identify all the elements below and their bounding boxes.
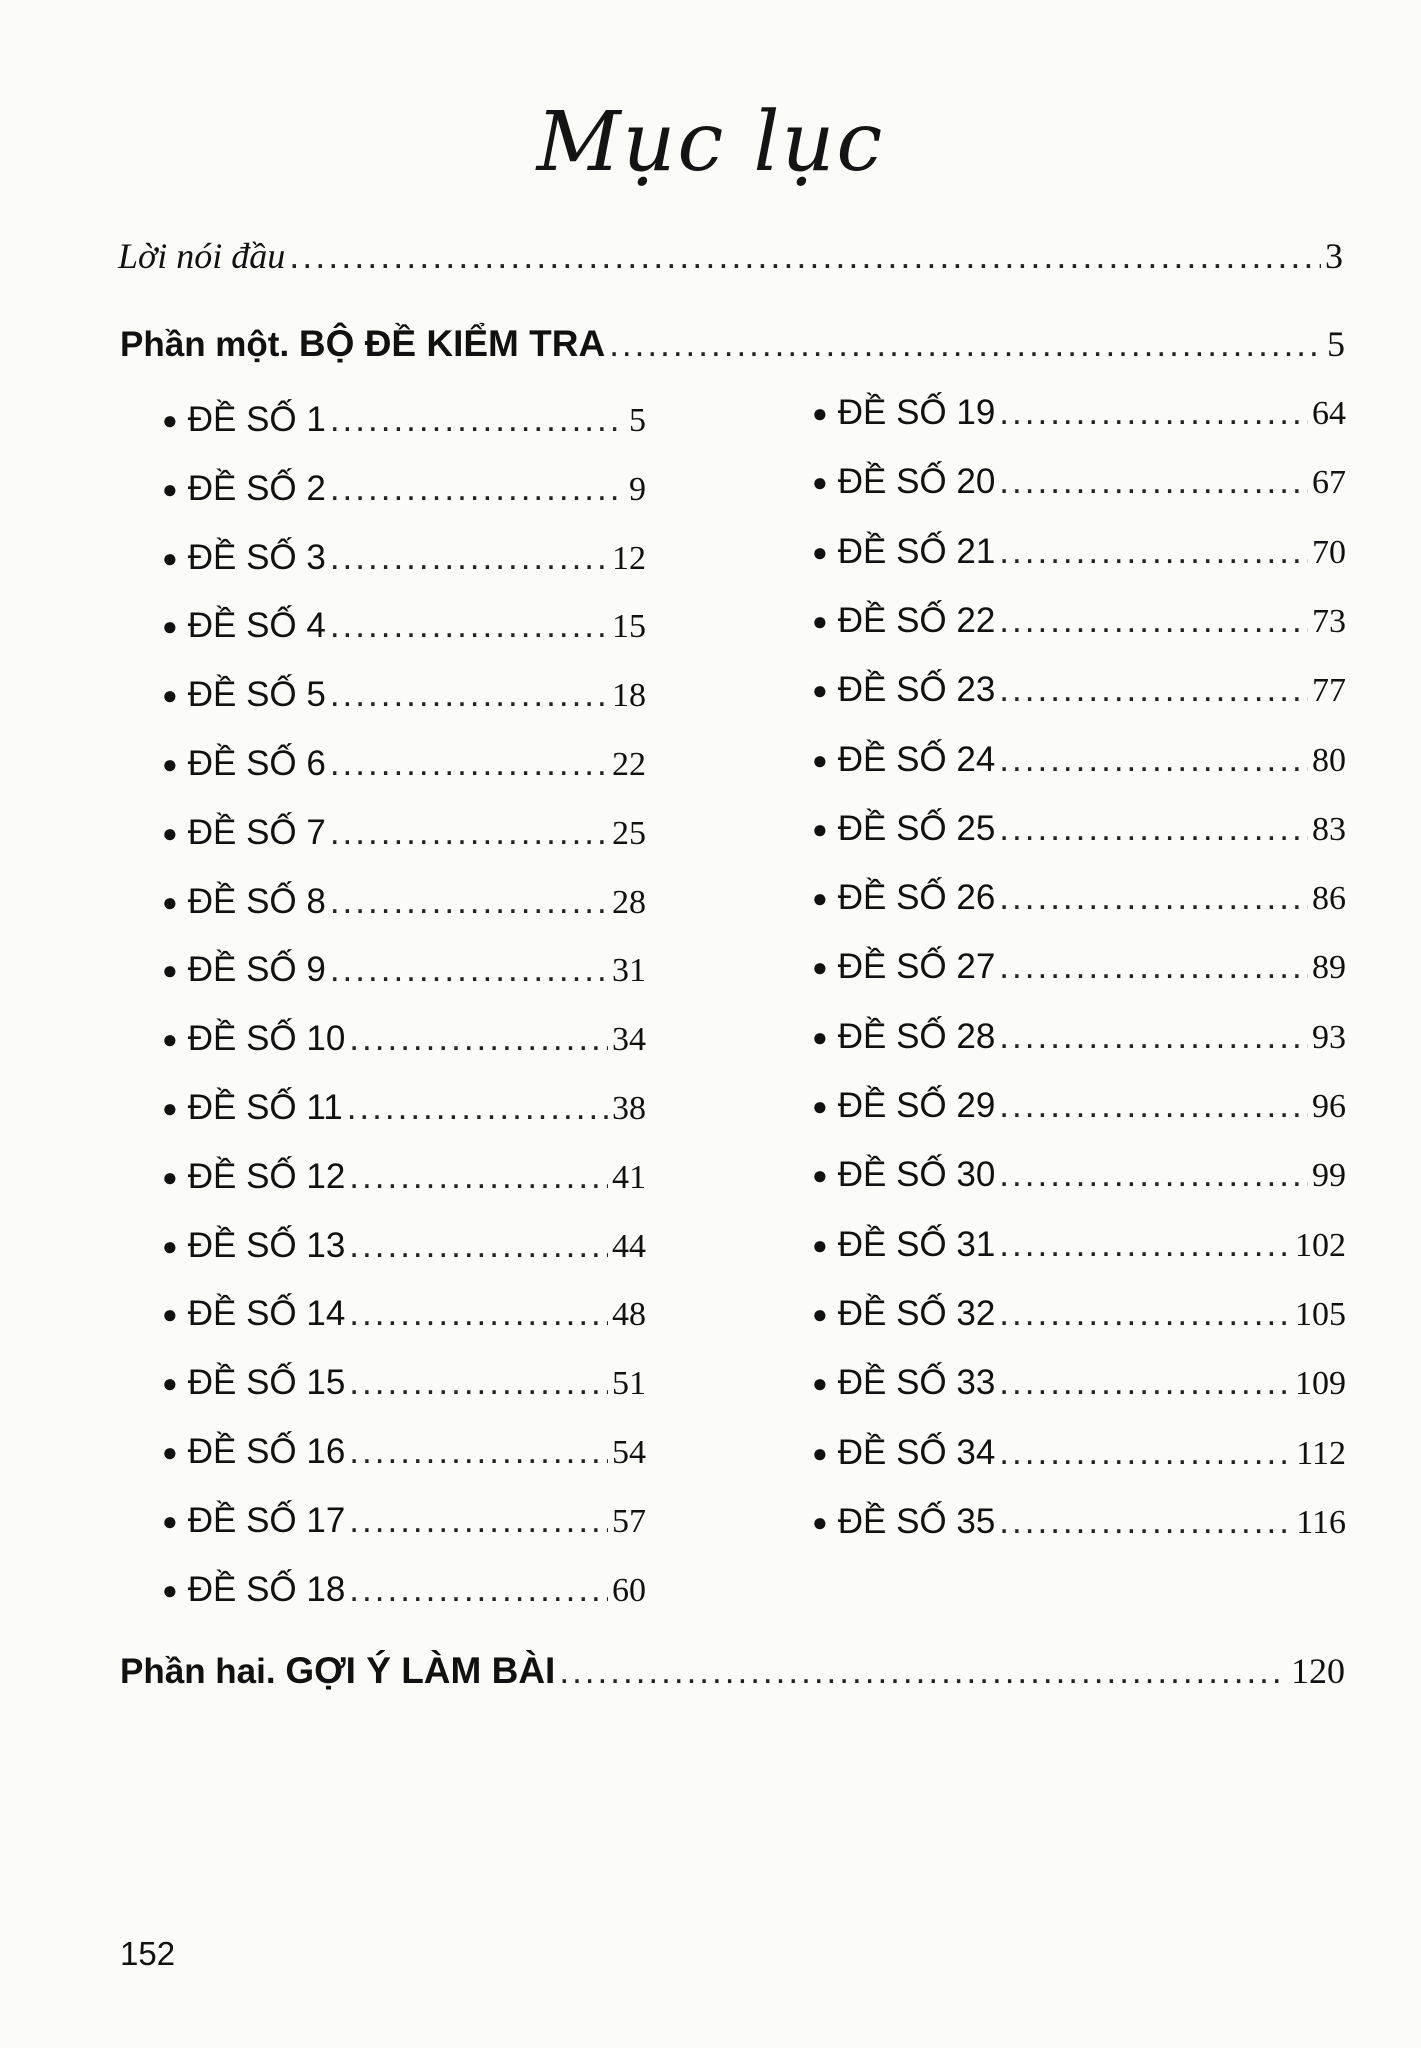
bullet-icon: ● <box>812 1298 828 1329</box>
entry-page: 89 <box>1312 949 1346 987</box>
leader-dots <box>999 1155 1308 1195</box>
bullet-icon: ● <box>162 1505 178 1536</box>
toc-entry-row <box>162 950 646 990</box>
leader-dots <box>330 813 608 853</box>
entry-page: 38 <box>612 1090 646 1127</box>
toc-entry-row <box>162 538 646 578</box>
entry-label: ĐỀ SỐ 2 <box>187 468 326 508</box>
entry-page: 102 <box>1295 1226 1346 1264</box>
part-one-page: 5 <box>1327 324 1345 364</box>
bullet-icon: ● <box>162 1161 178 1192</box>
entry-label: ĐỀ SỐ 35 <box>837 1501 996 1541</box>
bullet-icon: ● <box>162 1437 178 1467</box>
entry-page: 105 <box>1295 1295 1346 1333</box>
bullet-icon: ● <box>812 883 828 914</box>
entry-label: ĐỀ SỐ 28 <box>837 1016 996 1056</box>
toc-entry-row <box>812 1294 1346 1334</box>
bullet-icon: ● <box>812 1506 828 1537</box>
entry-page: 41 <box>612 1158 646 1196</box>
leader-dots <box>999 1363 1291 1403</box>
toc-entry-row <box>812 1502 1346 1542</box>
toc-entry-row <box>812 1363 1346 1403</box>
entry-page: 22 <box>612 746 646 783</box>
entry-label: ĐỀ SỐ 20 <box>837 462 996 502</box>
entry-page: 60 <box>612 1571 646 1609</box>
leader-dots <box>609 325 1323 365</box>
toc-entry-row <box>162 882 646 922</box>
toc-entry-row <box>812 670 1346 710</box>
toc-entry-row <box>162 1432 646 1472</box>
leader-dots <box>330 538 608 578</box>
bullet-icon: ● <box>812 1368 828 1399</box>
toc-entry-row <box>162 744 646 784</box>
entry-page: 15 <box>612 608 646 646</box>
leader-dots <box>999 1225 1291 1265</box>
bullet-icon: ● <box>162 1024 178 1055</box>
part-two-heading: GỢI Ý LÀM BÀI <box>285 1650 556 1691</box>
leader-dots <box>289 235 1321 277</box>
toc-entry-row <box>162 675 646 715</box>
part-two-page: 120 <box>1291 1651 1345 1691</box>
entry-label: ĐỀ SỐ 8 <box>187 881 326 921</box>
entry-page: 109 <box>1295 1365 1346 1403</box>
bullet-icon: ● <box>162 405 178 435</box>
part-one-heading: BỘ ĐỀ KIỂM TRA <box>298 323 606 364</box>
entry-page: 44 <box>612 1227 646 1265</box>
entry-label: ĐỀ SỐ 15 <box>187 1363 346 1403</box>
leader-dots <box>330 675 608 715</box>
entry-label: ĐỀ SỐ 4 <box>187 606 326 646</box>
toc-entry-row <box>812 1086 1346 1126</box>
toc-entry-row <box>812 809 1346 849</box>
bullet-icon: ● <box>812 1091 828 1121</box>
entry-page: 54 <box>612 1434 646 1471</box>
leader-dots <box>999 601 1308 641</box>
entry-page: 12 <box>612 539 646 577</box>
toc-entry-row <box>162 400 646 440</box>
leader-dots <box>347 1088 608 1128</box>
toc-entry-row <box>812 740 1346 780</box>
bullet-icon: ● <box>812 536 828 567</box>
leader-dots <box>999 393 1308 433</box>
entry-label: ĐỀ SỐ 18 <box>187 1569 346 1609</box>
toc-entry-row <box>162 1570 646 1610</box>
toc-entry-row <box>812 1017 1346 1057</box>
bullet-icon: ● <box>812 675 828 706</box>
toc-part-one-row <box>120 323 1345 365</box>
leader-dots <box>999 1502 1292 1542</box>
entry-label: ĐỀ SỐ 24 <box>837 739 996 779</box>
preface-page: 3 <box>1325 236 1343 276</box>
bullet-icon: ● <box>162 611 178 642</box>
entry-label: ĐỀ SỐ 30 <box>837 1155 996 1195</box>
leader-dots <box>330 950 608 990</box>
bullet-icon: ● <box>812 952 828 983</box>
toc-entry-row <box>162 1226 646 1266</box>
bullet-icon: ● <box>162 1299 178 1330</box>
leader-dots <box>349 1019 608 1059</box>
entry-label: ĐỀ SỐ 29 <box>837 1086 996 1125</box>
leader-dots <box>999 532 1308 572</box>
entry-page: 5 <box>629 402 646 439</box>
toc-entry-row <box>812 947 1346 987</box>
leader-dots <box>330 469 625 509</box>
bullet-icon: ● <box>162 542 178 573</box>
entry-label: ĐỀ SỐ 5 <box>187 675 326 715</box>
entry-label: ĐỀ SỐ 25 <box>837 808 996 848</box>
toc-entry-row <box>162 1501 646 1541</box>
bullet-icon: ● <box>162 749 178 779</box>
leader-dots <box>559 1652 1287 1692</box>
toc-entry-row <box>162 1019 646 1059</box>
toc-entry-row <box>162 1088 646 1128</box>
entry-page: 96 <box>1312 1088 1346 1125</box>
entry-page: 51 <box>612 1365 646 1403</box>
leader-dots <box>999 947 1308 987</box>
entry-page: 83 <box>1312 810 1346 848</box>
entry-page: 93 <box>1312 1018 1346 1056</box>
leader-dots <box>349 1157 608 1197</box>
entry-label: ĐỀ SỐ 1 <box>187 400 326 439</box>
toc-entry-row <box>162 1363 646 1403</box>
bullet-icon: ● <box>812 744 828 775</box>
toc-entry-row <box>812 878 1346 918</box>
bullet-icon: ● <box>812 1437 828 1468</box>
bullet-icon: ● <box>162 886 178 917</box>
entry-page: 67 <box>1312 464 1346 502</box>
leader-dots <box>349 1432 608 1472</box>
toc-entry-row <box>812 532 1346 572</box>
entry-label: ĐỀ SỐ 21 <box>837 531 996 571</box>
leader-dots <box>349 1226 608 1266</box>
entry-page: 31 <box>612 952 646 990</box>
entry-label: ĐỀ SỐ 22 <box>837 600 996 640</box>
toc-entry-row <box>812 462 1346 502</box>
bullet-icon: ● <box>162 817 178 848</box>
leader-dots <box>999 809 1308 849</box>
entry-page: 99 <box>1312 1157 1346 1195</box>
toc-entry-row <box>162 813 646 853</box>
toc-entry-row <box>162 606 646 646</box>
leader-dots <box>330 882 608 922</box>
leader-dots <box>999 1294 1291 1334</box>
leader-dots <box>999 1017 1308 1057</box>
toc-preface-row <box>118 235 1343 277</box>
toc-entry-row <box>812 1433 1346 1473</box>
toc-entry-row <box>812 393 1346 433</box>
entry-page: 86 <box>1312 880 1346 918</box>
leader-dots <box>349 1294 608 1334</box>
entry-label: ĐỀ SỐ 27 <box>837 947 996 987</box>
bullet-icon: ● <box>812 467 828 498</box>
entry-page: 9 <box>629 470 646 508</box>
entry-page: 70 <box>1312 533 1346 571</box>
toc-entry-row <box>812 601 1346 641</box>
entry-page: 116 <box>1296 1503 1346 1541</box>
entry-label: ĐỀ SỐ 13 <box>187 1225 346 1265</box>
bullet-icon: ● <box>162 1574 178 1605</box>
leader-dots <box>349 1363 608 1403</box>
leader-dots <box>999 878 1308 918</box>
leader-dots <box>999 462 1308 502</box>
bullet-icon: ● <box>812 605 828 636</box>
toc-part-two-row <box>120 1650 1345 1692</box>
bullet-icon: ● <box>162 1230 178 1261</box>
bullet-icon: ● <box>812 1021 828 1052</box>
entry-label: ĐỀ SỐ 32 <box>837 1293 996 1333</box>
bullet-icon: ● <box>162 1093 178 1123</box>
toc-entry-row <box>162 1294 646 1334</box>
bullet-icon: ● <box>812 1160 828 1191</box>
entry-label: ĐỀ SỐ 31 <box>837 1224 996 1264</box>
part-two-prefix: Phần hai. <box>120 1652 276 1691</box>
entry-page: 112 <box>1296 1434 1346 1472</box>
entry-label: ĐỀ SỐ 26 <box>837 878 996 918</box>
leader-dots <box>999 1433 1292 1473</box>
part-one-prefix: Phần một. <box>120 325 290 364</box>
entry-page: 18 <box>612 677 646 715</box>
toc-entry-row <box>162 469 646 509</box>
bullet-icon: ● <box>812 398 828 428</box>
entry-label: ĐỀ SỐ 17 <box>187 1500 346 1540</box>
entry-page: 25 <box>612 814 646 852</box>
leader-dots <box>999 670 1308 710</box>
page-number: 152 <box>120 1935 176 1972</box>
preface-label: Lời nói đầu <box>118 236 286 276</box>
entry-page: 28 <box>612 883 646 921</box>
bullet-icon: ● <box>162 680 178 711</box>
entry-label: ĐỀ SỐ 16 <box>187 1432 346 1471</box>
leader-dots <box>349 1501 608 1541</box>
bullet-icon: ● <box>812 1229 828 1260</box>
leader-dots <box>330 400 625 440</box>
entry-page: 57 <box>612 1502 646 1540</box>
leader-dots <box>999 1086 1308 1126</box>
entry-label: ĐỀ SỐ 6 <box>187 744 326 783</box>
entry-page: 77 <box>1312 672 1346 710</box>
entry-label: ĐỀ SỐ 12 <box>187 1156 346 1196</box>
entry-label: ĐỀ SỐ 14 <box>187 1294 346 1334</box>
leader-dots <box>999 740 1308 780</box>
entry-label: ĐỀ SỐ 34 <box>837 1432 996 1472</box>
leader-dots <box>330 744 608 784</box>
entry-page: 48 <box>612 1296 646 1334</box>
bullet-icon: ● <box>162 473 178 504</box>
entry-label: ĐỀ SỐ 9 <box>187 950 326 990</box>
leader-dots <box>330 606 608 646</box>
leader-dots <box>349 1570 608 1610</box>
entry-label: ĐỀ SỐ 19 <box>837 393 996 432</box>
page-title: Mục lục <box>536 95 885 190</box>
entry-label: ĐỀ SỐ 7 <box>187 812 326 852</box>
entry-page: 64 <box>1312 395 1346 432</box>
entry-label: ĐỀ SỐ 3 <box>187 537 326 577</box>
bullet-icon: ● <box>162 955 178 986</box>
toc-entry-row <box>812 1225 1346 1265</box>
entry-page: 34 <box>612 1021 646 1059</box>
entry-label: ĐỀ SỐ 33 <box>837 1363 996 1403</box>
entry-page: 73 <box>1312 602 1346 640</box>
toc-entry-row <box>812 1155 1346 1195</box>
bullet-icon: ● <box>162 1368 178 1399</box>
entry-label: ĐỀ SỐ 11 <box>187 1088 343 1127</box>
entry-page: 80 <box>1312 741 1346 779</box>
toc-entry-row <box>162 1157 646 1197</box>
bullet-icon: ● <box>812 813 828 844</box>
entry-label: ĐỀ SỐ 10 <box>187 1019 346 1059</box>
entry-label: ĐỀ SỐ 23 <box>837 670 996 710</box>
